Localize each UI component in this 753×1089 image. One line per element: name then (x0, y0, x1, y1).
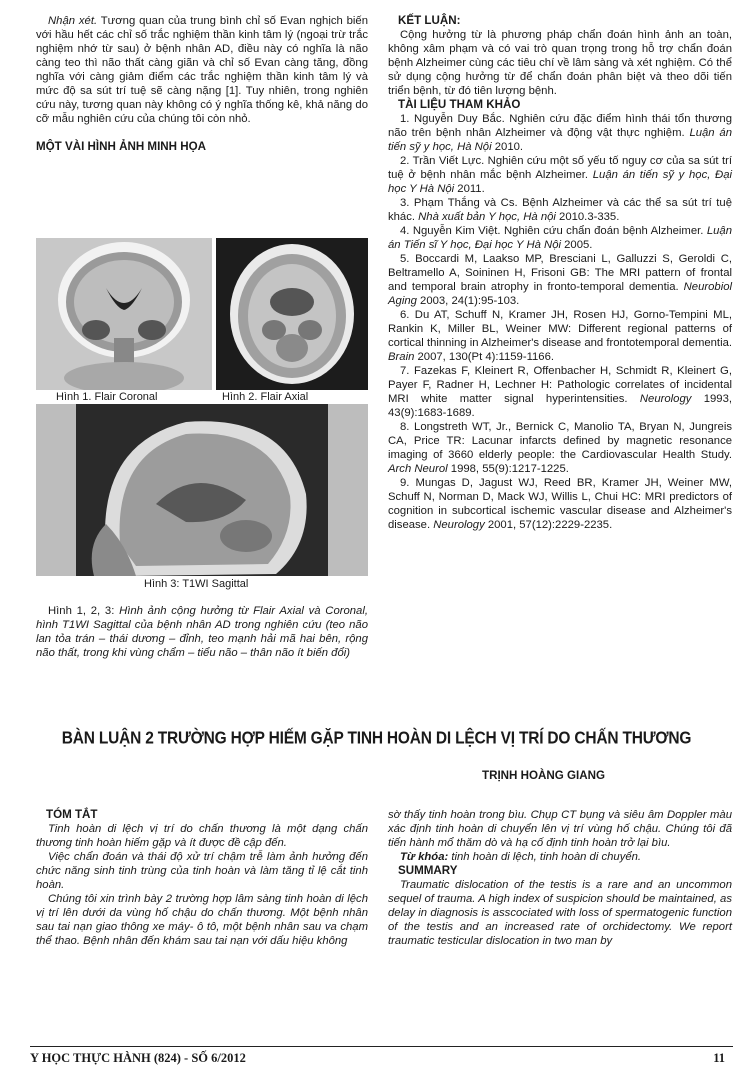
footer-rule (30, 1046, 733, 1047)
summary-text: Traumatic dislocation of the testis is a rare and an uncommon sequel of trauma. A high index of suspicion should be maintained, as delay in diagnosis is asscociated with loss of spermatogenic function of the testis and an increased rate of orchidectomy. We report traumatic testicular dislocation in two man by (388, 879, 732, 947)
fig3-caption: Hình 3: T1WI Sagittal (144, 578, 249, 590)
reference-item: 2. Trần Viết Lực. Nghiên cứu một số yếu tố nguy cơ của sa sút trí tuệ ở bệnh nhân mắc bệnh Alzheimer. Luận án tiến sỹ y học, Đại học Y Hà Nội 2011. (388, 155, 733, 195)
tom-tat-title: TÓM TẮT (46, 808, 98, 821)
article2-right-column (388, 808, 732, 948)
keywords-text: tinh hoàn di lệch, tinh hoàn di chuyển. (448, 851, 642, 863)
tom-tat-p3: Chúng tôi xin trình bày 2 trường hợp lâm sàng tinh hoàn di lệch vị trí lên dưới da vùng hố chậu do chấn thương. Một bệnh nhân sau tai nạn giao thông xe máy- ô tô, một bệnh nhân sau va chạm thể thao. Bệnh nhân đến khám sau tai nạn với dấu hiệu không (36, 893, 368, 947)
figure-t1wi-sagittal (36, 404, 368, 576)
ket-luan-text: Cộng hưởng từ là phương pháp chẩn đoán hình ảnh an toàn, không xâm phạm và có vai trò quan trọng trong hỗ trợ chẩn đoán bệnh Alzheimer cùng các tiêu chí về lâm sàng và xét nghiệm. Có thể sử dụng cộng hưởng từ để chẩn đoán phân biệt và theo dõi tiến triển bệnh, từ đó tiên lượng bệnh. (388, 29, 732, 97)
summary-title: SUMMARY (398, 864, 458, 877)
keywords-line (388, 850, 732, 864)
figures-section-title: MỘT VÀI HÌNH ẢNH MINH HỌA (36, 140, 207, 153)
reference-item: 4. Nguyễn Kim Việt. Nghiên cứu chẩn đoán bệnh Alzheimer. Luận án Tiến sĩ Y học, Đại học Y Hà Nội 2005. (388, 225, 732, 251)
figure-flair-axial (216, 238, 368, 390)
tom-tat-p1: Tinh hoàn di lệch vị trí do chấn thương là một dạng chấn thương tinh hoàn hiếm gặp và ít được đề cập đến. (36, 823, 368, 849)
figure-flair-coronal (36, 238, 212, 390)
article2-right-p1: sờ thấy tinh hoàn trong bìu. Chụp CT bụng và siêu âm Doppler màu xác định tinh hoàn di chuyển lên vị trí vùng hố chậu. Chúng tôi đã tiến hành mổ thăm dò và hạ cố định tinh hoàn trở lại bìu. (388, 809, 732, 849)
keywords-label: Từ khóa: (400, 851, 449, 863)
fig2-caption: Hình 2. Flair Axial (222, 391, 309, 403)
article2-author: TRỊNH HOÀNG GIANG (482, 769, 606, 782)
nhan-xet-text: Tương quan của trung bình chỉ số Evan nghịch biến với hầu hết các chỉ số trắc nghiệm thần kinh tâm lý (ngoại trừ trắc nghiệm nhớ từ sau) ở bệnh nhân AD, điều này có nghĩa là não càng teo thì não thất càng giãn và chỉ số Evan càng tăng, đồng nghĩa với càng giảm điểm các trắc nghiệm thần kinh tâm lý và mức độ sa sút trí tuệ sẽ càng nặng [1]. Tuy nhiên, trong nghiên cứu này, tương quan này không có ý nghĩa thống kê, khả năng do cỡ mẫu nghiên cứu của chúng tôi còn nhỏ. (36, 15, 368, 125)
reference-item: 1. Nguyễn Duy Bắc. Nghiên cứu đặc điểm hình thái tổn thương não trên bệnh nhân Alzheimer và động vật thực nghiệm. Luận án tiến sỹ y học, Hà Nội 2010. (388, 113, 732, 153)
article2-title: BÀN LUẬN 2 TRƯỜNG HỢP HIẾM GẶP TINH HOÀN DI LỆCH VỊ TRÍ DO CHẤN THƯƠNG (61, 728, 692, 749)
reference-item: 5. Boccardi M, Laakso MP, Bresciani L, Galluzzi S, Geroldi C, Beltramello A, Soininen H, Frisoni GB: The MRI pattern of frontal and temporal brain atrophy in fronto-temporal dementia. Neurobiol Aging 2003, 24(1):95-103. (388, 253, 732, 307)
reference-item: 9. Mungas D, Jagust WJ, Reed BR, Kramer JH, Weiner MW, Schuff N, Norman D, Mack WJ, Willis L, Chui HC: MRI predictors of cognition in subcortical ischemic vascular disease and Alzheimer's disease. Neurology 2001, 57(12):2229-2235. (388, 477, 732, 531)
left-column-top (36, 14, 368, 154)
article2-left-column (36, 808, 368, 948)
ket-luan-title: KẾT LUẬN: (398, 14, 461, 27)
reference-item: 3. Phạm Thắng và Cs. Bệnh Alzheimer và các thể sa sút trí tuệ khác. Nhà xuất bản Y học, Hà nội 2010.3-335. (388, 197, 732, 223)
figure-note (36, 604, 368, 660)
reference-item: 8. Longstreth WT, Jr., Bernick C, Manolio TA, Bryan N, Jungreis CA, Price TR: Lacunar infarcts defined by magnetic resonance imaging of 3660 elderly people: the Cardiovascular Health Study. Arch Neurol 1998, 55(9):1217-1225. (388, 421, 732, 475)
references-list (388, 112, 732, 532)
reference-item: 6. Du AT, Schuff N, Kramer JH, Rosen HJ, Gorno-Tempini ML, Rankin K, Miller BL, Weiner MW: Different regional patterns of cortical thinning in Alzheimer's disease and frontotemporal dementia. Brain 2007, 130(Pt 4):1159-1166. (388, 309, 732, 363)
fig-note-prefix: Hình 1, 2, 3: (48, 605, 120, 617)
footer-page-number: 11 (713, 1051, 725, 1065)
fig1-caption: Hình 1. Flair Coronal (56, 391, 158, 403)
tom-tat-p2: Việc chẩn đoán và thái độ xử trí chậm trễ làm ảnh hưởng đến chức năng sinh tinh trùng của tinh hoàn và làm tăng tỉ lệ cắt tinh hoàn. (36, 851, 368, 891)
reference-item: 7. Fazekas F, Kleinert R, Offenbacher H, Schmidt R, Kleinert G, Payer F, Radner H, Lechner H: Pathologic correlates of incidental MRI white matter signal hyperintensities. Neurology 1993, 43(9):1683-1689. (388, 365, 732, 419)
right-column-top (388, 14, 732, 532)
footer-journal: Y HỌC THỰC HÀNH (824) - SỐ 6/2012 (30, 1051, 246, 1065)
fig-note-text: Hình ảnh cộng hưởng từ Flair Axial và Coronal, hình T1WI Sagittal của bệnh nhân AD trong nghiên cứu (teo não lan tỏa trán – thái dương – đỉnh, teo mạnh hải mã hai bên, rộng não thất, trong khi vùng chẩm – tiểu não – thân não ít biến đổi) (36, 605, 368, 659)
references-title: TÀI LIỆU THAM KHẢO (398, 98, 521, 111)
nhan-xet-label: Nhận xét. (48, 15, 98, 27)
nhan-xet-paragraph (36, 14, 368, 126)
